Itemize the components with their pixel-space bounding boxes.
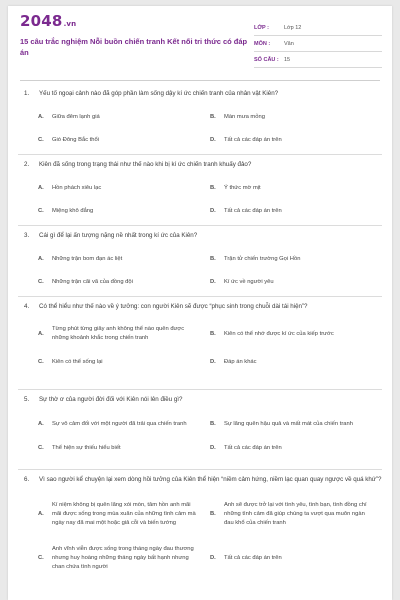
option-text: Gió Đông Bắc thổi [52, 137, 100, 143]
option-text: Miệng khô đắng [52, 208, 94, 214]
option-a[interactable] [38, 490, 210, 538]
option-text: Sự lãng quên hậu quả và mất mát của chiến tranh [224, 420, 353, 427]
option-text: Tất cả các đáp án trên [224, 444, 282, 451]
option-text: Từng phút từng giây anh không thể nào quên được những khoảnh khắc trong chiến tranh [52, 326, 185, 341]
option-a[interactable] [38, 248, 210, 271]
option-letter: A. [38, 256, 44, 262]
logo-suffix: .vn [63, 20, 77, 28]
option-d[interactable] [210, 438, 382, 458]
meta-label: SỐ CÂU : [254, 56, 279, 63]
question-list [8, 84, 392, 600]
question-body: Cái gì để lại ấn tượng nặng nề nhất trong kí ức của Kiên? [39, 232, 198, 239]
option-grid [38, 106, 382, 152]
option-a[interactable] [38, 106, 210, 129]
option-letter: D. [210, 358, 216, 365]
option-letter: C. [38, 358, 44, 365]
question-body: Yếu tố ngoại cảnh nào đã góp phần làm sống dậy kí ức chiến tranh của nhân vật Kiên? [39, 90, 279, 97]
option-text: Những trận bom đạn ác liệt [52, 256, 123, 262]
option-text: Kiên có thể sống lại [52, 358, 103, 365]
option-text: Kí niệm không bị quên lãng xói mòn, tâm hồn anh mãi mãi được sống trong mùa xuân của những tình cảm mà ngày nay đã mai một hoặc giả cỗi và biến tướng [52, 501, 196, 526]
question-number: 5. [24, 396, 30, 403]
meta-class-row [254, 20, 382, 36]
question-body: Kiên đã sống trong trạng thái như thế nào khi bị kí ức chiến tranh khuấy đảo? [39, 161, 252, 168]
question-item [18, 226, 382, 297]
question-number: 6. [24, 476, 30, 483]
meta-value: Văn [284, 40, 294, 47]
option-letter: D. [210, 208, 216, 214]
question-body: Vì sao người kể chuyện lại xem dòng hồi tưởng của Kiên thể hiện “niềm cảm hứng, niềm lạc quan quay ngược về quá khứ”? [39, 476, 382, 483]
option-d[interactable] [210, 351, 382, 373]
option-text: Tất cả các đáp án trên [224, 208, 282, 214]
option-letter: C. [38, 554, 44, 561]
question-number: 3. [24, 232, 30, 239]
option-letter: B. [210, 510, 216, 517]
question-number: 2. [24, 161, 30, 168]
option-grid [38, 410, 382, 458]
option-letter: A. [38, 114, 44, 120]
question-text [18, 226, 382, 240]
option-letter: D. [210, 554, 216, 561]
option-text: Sự vô cảm đối với một người đã trải qua chiến tranh [52, 420, 187, 427]
option-letter: D. [210, 444, 216, 451]
option-a[interactable] [38, 317, 210, 351]
option-text: Tất cả các đáp án trên [224, 554, 282, 561]
option-b[interactable] [210, 177, 382, 200]
option-letter: C. [38, 444, 44, 451]
question-text [18, 390, 382, 404]
option-b[interactable] [210, 106, 382, 129]
question-item [18, 470, 382, 600]
question-body: Sự thờ ơ của người đời đối với Kiên nói lên điều gì? [39, 396, 183, 403]
question-number: 4. [24, 303, 30, 310]
option-d[interactable] [210, 271, 382, 294]
question-text [18, 84, 382, 98]
option-c[interactable] [38, 200, 210, 223]
option-c[interactable] [38, 538, 210, 578]
option-text: Màn mưa mỏng [224, 114, 265, 120]
option-letter: B. [210, 420, 216, 427]
option-text: Tất cả các đáp án trên [224, 137, 282, 143]
question-body: Có thể hiểu như thế nào về ý tưởng: con người Kiên sẽ được “phục sinh trong chuỗi dài tái hiện”? [39, 303, 308, 310]
option-letter: A. [38, 185, 44, 191]
option-b[interactable] [210, 248, 382, 271]
quiz-page [8, 6, 392, 600]
option-text: Anh sẽ được trở lại với tình yêu, tình bạn, tình đồng chí những tình cảm đã giúp chúng ta vượt qua muôn ngàn đau khổ của chiến tranh [224, 501, 367, 526]
option-c[interactable] [38, 351, 210, 373]
option-text: Giữa đêm lạnh giá [52, 114, 100, 120]
option-text: Anh vĩnh viễn được sống trong tháng ngày đau thương nhưng huy hoàng những tháng ngày bất hạnh nhưng chan chứa tình người [52, 545, 194, 570]
option-b[interactable] [210, 490, 382, 538]
option-letter: C. [38, 208, 44, 214]
option-grid [38, 317, 382, 373]
question-item [18, 390, 382, 470]
option-letter: B. [210, 114, 216, 120]
meta-label: MÔN : [254, 40, 271, 47]
option-c[interactable] [38, 129, 210, 152]
document-title: 15 câu trắc nghiệm Nỗi buồn chiến tranh Kết nối tri thức có đáp án [20, 37, 248, 57]
option-letter: D. [210, 137, 216, 143]
option-text: Kiên có thể nhớ được kí ức của kiếp trước [224, 330, 334, 337]
option-letter: B. [210, 330, 216, 337]
option-b[interactable] [210, 317, 382, 351]
option-letter: A. [38, 330, 44, 337]
meta-label: LỚP : [254, 24, 269, 31]
option-b[interactable] [210, 410, 382, 438]
question-item [18, 155, 382, 226]
header-divider [20, 80, 380, 81]
page-header [8, 6, 392, 78]
logo-text: 2048 [20, 12, 63, 30]
question-number: 1. [24, 90, 30, 97]
question-item [18, 297, 382, 390]
question-text [18, 297, 382, 311]
option-c[interactable] [38, 438, 210, 458]
site-logo[interactable] [20, 12, 76, 30]
question-text [18, 470, 382, 484]
option-letter: C. [38, 137, 44, 143]
option-grid [38, 490, 382, 578]
option-grid [38, 248, 382, 294]
option-letter: C. [38, 279, 44, 285]
option-letter: B. [210, 185, 216, 191]
meta-value: Lớp 12 [284, 24, 302, 31]
option-text: Ý thức mờ mịt [224, 185, 261, 191]
option-letter: A. [38, 420, 44, 427]
option-c[interactable] [38, 271, 210, 294]
option-letter: D. [210, 279, 216, 285]
question-text [18, 155, 382, 169]
option-d[interactable] [210, 129, 382, 152]
option-text: Đáp án khác [224, 358, 257, 365]
option-grid [38, 177, 382, 223]
option-text: Trận tử chiến trường Gọi Hồn [224, 256, 301, 262]
option-text: Hồn phách xiêu lạc [52, 185, 102, 191]
option-a[interactable] [38, 410, 210, 438]
option-letter: A. [38, 510, 44, 517]
meta-count-row [254, 52, 382, 68]
option-text: Thể hiện sự thiếu hiểu biết [52, 444, 121, 451]
meta-value: 15 [284, 56, 291, 63]
option-text: Kí ức về người yêu [224, 279, 274, 285]
option-letter: B. [210, 256, 216, 262]
option-a[interactable] [38, 177, 210, 200]
meta-subject-row [254, 36, 382, 52]
quiz-meta [254, 20, 382, 68]
option-text: Những trận cãi vã của đồng đội [52, 279, 133, 285]
option-d[interactable] [210, 538, 382, 578]
option-d[interactable] [210, 200, 382, 223]
question-item [18, 84, 382, 155]
